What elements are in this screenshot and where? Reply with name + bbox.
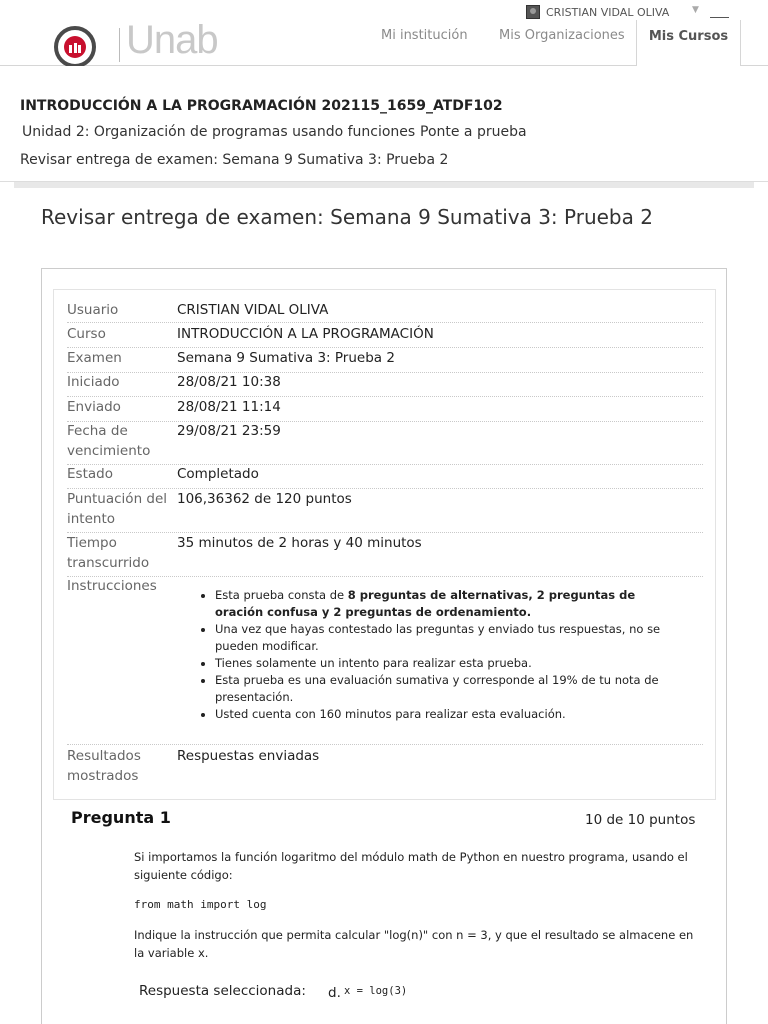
info-row-vencimiento — [67, 422, 703, 465]
breadcrumb-current: Revisar entrega de examen: Semana 9 Sumativa 3: Prueba 2 — [20, 152, 449, 168]
info-value: INTRODUCCIÓN A LA PROGRAMACIÓN — [177, 326, 434, 342]
info-label — [67, 490, 175, 529]
list-item: • Esta prueba consta de 8 preguntas de alternativas, 2 preguntas de oración confusa y 2 preguntas de ordenamiento. — [215, 587, 669, 621]
unab-logo-icon[interactable] — [54, 26, 96, 68]
info-label: Instrucciones — [67, 578, 157, 594]
info-value: 35 minutos de 2 horas y 40 minutos — [177, 535, 422, 551]
user-name[interactable]: CRISTIAN VIDAL OLIVA — [546, 5, 670, 19]
info-label: Iniciado — [67, 374, 120, 390]
info-value: 28/08/21 10:38 — [177, 374, 281, 390]
question-title: Pregunta 1 — [71, 808, 171, 827]
tab-organizations[interactable]: Mis Organizaciones — [499, 28, 625, 43]
selected-answer-letter: d. — [328, 985, 341, 1001]
user-menu[interactable] — [526, 4, 669, 20]
question-points: 10 de 10 puntos — [585, 812, 696, 828]
label-line: transcurrido — [67, 554, 150, 571]
info-value: 29/08/21 23:59 — [177, 423, 281, 439]
logo-divider — [119, 28, 120, 62]
info-row-instrucciones — [67, 577, 703, 745]
info-label — [67, 534, 175, 573]
info-row-tiempo — [67, 534, 703, 577]
breadcrumb-course[interactable]: INTRODUCCIÓN A LA PROGRAMACIÓN 202115_1659_ATDF102 — [20, 98, 503, 114]
info-value: 28/08/21 11:14 — [177, 399, 281, 415]
list-item: • Tienes solamente un intento para realizar esta prueba. — [215, 655, 669, 672]
question-prompt: Indique la instrucción que permita calcular "log(n)" con n = 3, y que el resultado se almacene en la variable x. — [134, 928, 694, 960]
breadcrumb — [0, 66, 768, 182]
info-label — [67, 747, 175, 786]
info-label: Curso — [67, 326, 106, 342]
logo-wordmark[interactable]: Unab — [126, 18, 218, 62]
info-value: Respuestas enviadas — [177, 748, 320, 764]
info-label — [67, 422, 175, 461]
breadcrumb-test[interactable]: Ponte a prueba — [420, 124, 527, 140]
info-value: Completado — [177, 466, 259, 482]
info-label: Estado — [67, 466, 113, 482]
label-line: Resultados — [67, 748, 141, 764]
info-row-iniciado — [67, 373, 703, 397]
info-label: Examen — [67, 350, 122, 366]
top-header — [0, 0, 768, 66]
selected-answer-label: Respuesta seleccionada: — [139, 983, 306, 999]
question-code: from math import log — [134, 898, 267, 911]
label-line: Tiempo — [67, 535, 117, 551]
instructions-list — [199, 587, 669, 723]
info-row-estado — [67, 465, 703, 489]
menu-line — [710, 17, 729, 18]
selected-answer-code: x = log(3) — [344, 985, 408, 997]
info-row-resultados — [67, 747, 703, 793]
info-row-examen — [67, 349, 703, 373]
question-text: Si importamos la función logaritmo del módulo math de Python en nuestro programa, usando el siguiente código: — [134, 850, 688, 882]
info-row-usuario — [67, 301, 703, 323]
info-row-enviado — [67, 398, 703, 422]
label-line: mostrados — [67, 767, 139, 784]
label-line: vencimiento — [67, 442, 151, 459]
label-line: Puntuación del — [67, 491, 168, 507]
chevron-down-icon[interactable]: ▼ — [692, 5, 699, 15]
info-label: Usuario — [67, 302, 119, 318]
tab-courses[interactable]: Mis Cursos — [636, 20, 741, 66]
info-label: Enviado — [67, 399, 121, 415]
info-value: 106,36362 de 120 puntos — [177, 491, 352, 507]
info-value: CRISTIAN VIDAL OLIVA — [177, 302, 329, 318]
breadcrumb-shadow — [14, 182, 754, 188]
breadcrumb-unit[interactable]: Unidad 2: Organización de programas usando funciones — [22, 124, 416, 140]
page-title: Revisar entrega de examen: Semana 9 Sumativa 3: Prueba 2 — [41, 205, 653, 229]
info-value: Semana 9 Sumativa 3: Prueba 2 — [177, 350, 395, 366]
info-row-curso — [67, 325, 703, 348]
avatar[interactable] — [526, 5, 540, 19]
list-item: • Una vez que hayas contestado las preguntas y enviado tus respuestas, no se pueden modificar. — [215, 621, 669, 655]
list-item: • Usted cuenta con 160 minutos para realizar esta evaluación. — [215, 706, 669, 723]
label-line: intento — [67, 510, 116, 527]
attempt-info-table — [53, 289, 716, 800]
info-row-puntuacion — [67, 490, 703, 533]
tab-institution[interactable]: Mi institución — [381, 28, 468, 43]
label-line: Fecha de — [67, 423, 128, 439]
list-item: • Esta prueba es una evaluación sumativa y corresponde al 19% de tu nota de presentación. — [215, 672, 669, 706]
